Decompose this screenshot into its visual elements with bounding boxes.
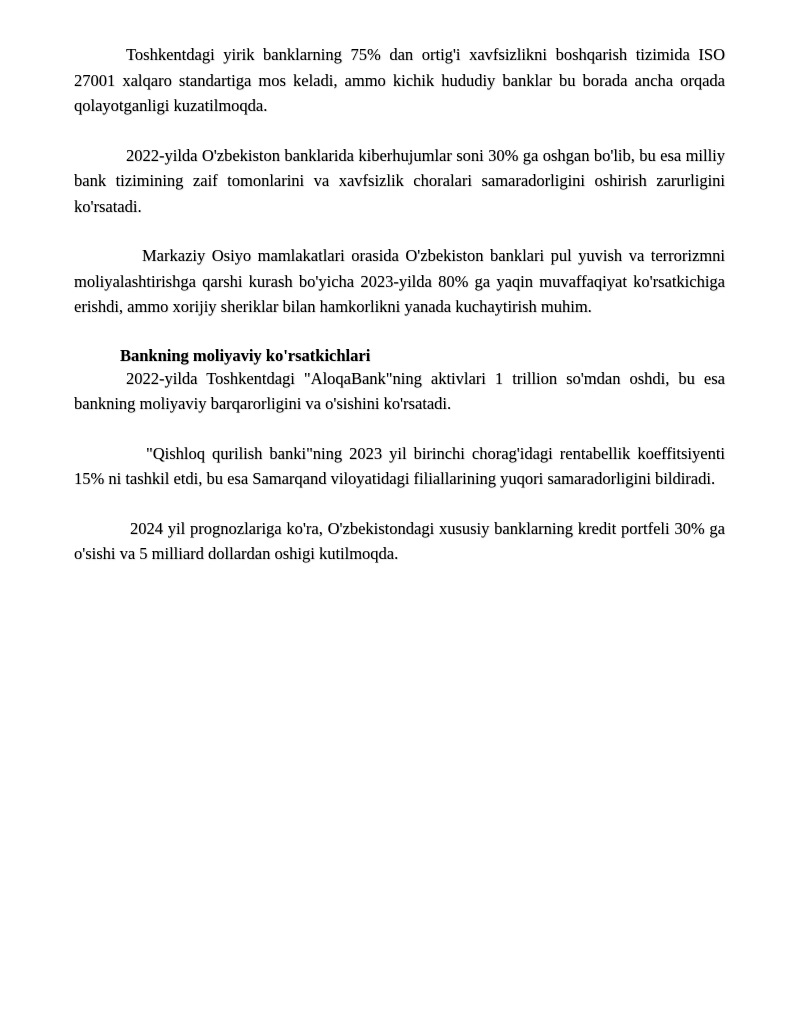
document-page — [74, 42, 725, 567]
paragraph-credit-forecast: 2024 yil prognozlariga ko'ra, O'zbekistondagi xususiy banklarning kredit portfeli 30% ga o'sishi va 5 milliard dollardan oshigi kutilmoqda. — [74, 518, 725, 563]
paragraph-aml-cft: Markaziy Osiyo mamlakatlari orasida O'zbekiston banklari pul yuvish va terrorizmni moliyalashtirishga qarshi kurash bo'yicha 2023-yilda 80% ga yaqin muvaffaqiyat ko'rsatkichiga erishdi, ammo xorijiy sheriklar bilan hamkorlikni yanada kuchaytirish muhim. — [74, 246, 725, 316]
section-heading: Bankning moliyaviy ko'rsatkichlari — [120, 345, 371, 365]
paragraph-qishloq-qurilish-bank: "Qishloq qurilish banki"ning 2023 yil birinchi chorag'idagi rentabellik koeffitsiyenti 15% ni tashkil etdi, bu esa Samarqand viloyatidagi filiallarining yuqori samaradorligini bildiradi. — [74, 443, 725, 488]
paragraph-iso-standard: Toshkentdagi yirik banklarning 75% dan ortig'i xavfsizlikni boshqarish tizimida ISO 27001 xalqaro standartiga mos keladi, ammo kichik hududiy banklar bu borada ancha orqada qolayotganligi kuzatilmoqda. — [74, 45, 725, 115]
paragraph-cyberattacks: 2022-yilda O'zbekiston banklarida kiberhujumlar soni 30% ga oshgan bo'lib, bu esa milliy bank tizimining zaif tomonlarini va xavfsizlik choralari samaradorligini oshirish zarurligini ko'rsatadi. — [74, 145, 725, 216]
paragraph-aloqabank-assets: 2022-yilda Toshkentdagi "AloqaBank"ning aktivlari 1 trillion so'mdan oshdi, bu esa bankning moliyaviy barqarorligini va o'sishini ko'rsatadi. — [74, 368, 725, 413]
